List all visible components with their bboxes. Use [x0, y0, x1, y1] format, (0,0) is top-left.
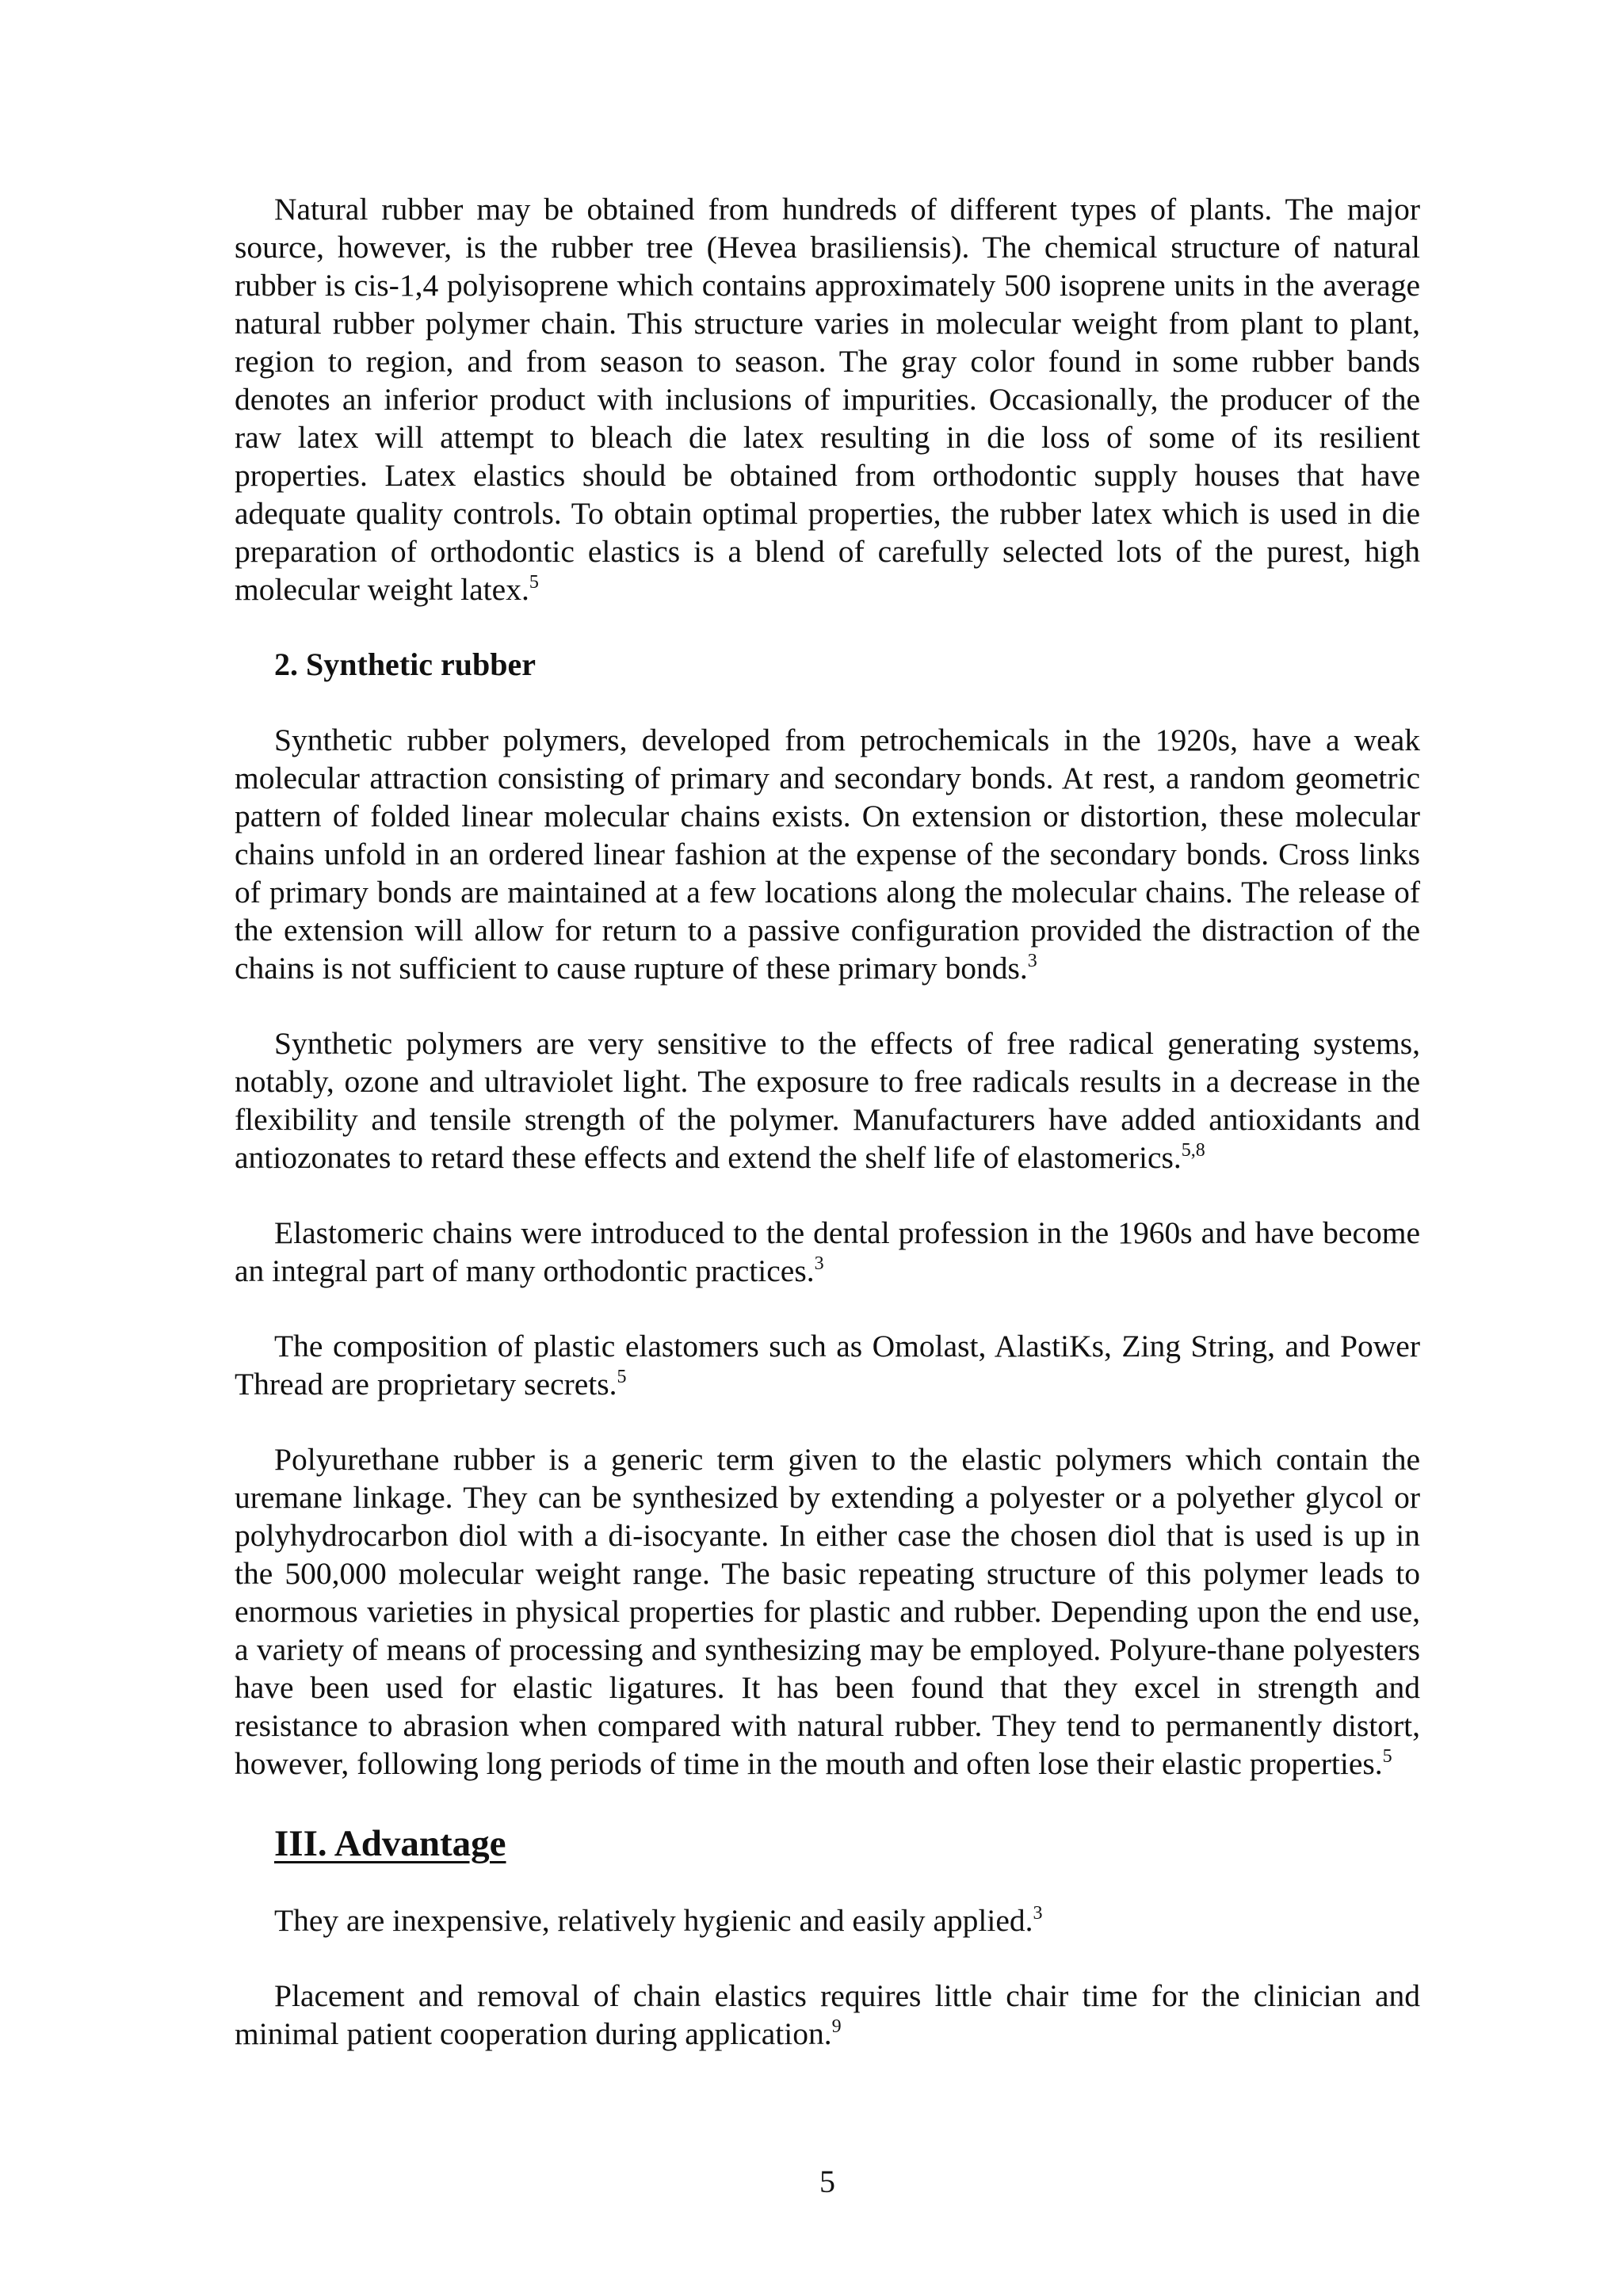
paragraph-text: Polyurethane rubber is a generic term given to the elastic polymers which contain the uremane linkage. They can be synthesized by extending a polyester or a polyether glycol or polyhydrocarbon diol with a di-isocyante. In either case the chosen diol that is used is up in the 500,000 molecular weight range. The basic repeating structure of this polymer leads to enormous varieties in physical properties for plastic and rubber. Depending upon the end use, a variety of means of processing and synthesizing may be employed. Polyure-thane polyesters have been used for elastic ligatures. It has been found that they excel in strength and resistance to abrasion when compared with natural rubber. They tend to permanently distort, however, following long periods of time in the mouth and often lose their elastic properties.	[235, 1442, 1420, 1781]
citation-ref: 3	[1033, 1903, 1043, 1924]
citation-ref: 5	[617, 1367, 627, 1387]
section-heading-advantage: III. Advantage	[274, 1823, 506, 1864]
paragraph-text: Elastomeric chains were introduced to the dental profession in the 1960s and have become an integral part of many orthodontic practices.	[235, 1215, 1420, 1288]
paragraph-polyurethane	[235, 1440, 1420, 1783]
paragraph-placement-removal	[235, 1977, 1420, 2053]
paragraph-text: Natural rubber may be obtained from hundreds of different types of plants. The major source, however, is the rubber tree (Hevea brasiliensis). The chemical structure of natural rubber is cis-1,4 polyisoprene which contains approximately 500 isoprene units in the average natural rubber polymer chain. This structure varies in molecular weight from plant to plant, region to region, and from season to season. The gray color found in some rubber bands denotes an inferior product with inclusions of impurities. Occasionally, the producer of the raw latex will attempt to bleach die latex resulting in die loss of some of its resilient properties. Latex elastics should be obtained from orthodontic supply houses that have adequate quality controls. To obtain optimal properties, the rubber latex which is used in die preparation of orthodontic elastics is a blend of carefully selected lots of the purest, high molecular weight latex.	[235, 192, 1420, 607]
paragraph-free-radicals	[235, 1024, 1420, 1177]
paragraph-plastic-elastomers	[235, 1327, 1420, 1403]
page-number: 5	[819, 2164, 835, 2199]
citation-ref: 5	[529, 572, 539, 593]
paragraph-natural-rubber	[235, 190, 1420, 608]
citation-ref: 3	[1027, 951, 1037, 971]
citation-ref: 5	[1382, 1746, 1392, 1767]
paragraph-text: They are inexpensive, relatively hygienic and easily applied.	[274, 1903, 1033, 1938]
citation-ref: 9	[831, 2016, 842, 2037]
paragraph-text: The composition of plastic elastomers such as Omolast, AlastiKs, Zing String, and Power Thread are proprietary secrets.	[235, 1329, 1420, 1402]
paragraph-text: Placement and removal of chain elastics requires little chair time for the clinician and minimal patient cooperation during application.	[235, 1978, 1420, 2051]
subsection-heading-synthetic-rubber: 2. Synthetic rubber	[274, 646, 536, 682]
paragraph-text: Synthetic rubber polymers, developed from petrochemicals in the 1920s, have a weak molecular attraction consisting of primary and secondary bonds. At rest, a random geometric pattern of folded linear molecular chains exists. On extension or distortion, these molecular chains unfold in an ordered linear fashion at the expense of the secondary bonds. Cross links of primary bonds are maintained at a few locations along the molecular chains. The release of the extension will allow for return to a passive configuration provided the distraction of the chains is not sufficient to cause rupture of these primary bonds.	[235, 723, 1420, 986]
document-page	[235, 190, 1420, 2090]
paragraph-text: Synthetic polymers are very sensitive to the effects of free radical generating systems, notably, ozone and ultraviolet light. The exposure to free radicals results in a decrease in the flexibility and tensile strength of the polymer. Manufacturers have added antioxidants and antiozonates to retard these effects and extend the shelf life of elastomerics.	[235, 1026, 1420, 1175]
citation-ref: 3	[814, 1253, 824, 1274]
paragraph-synthetic-polymers-bonds	[235, 721, 1420, 987]
citation-ref: 5,8	[1181, 1140, 1205, 1161]
paragraph-inexpensive	[235, 1901, 1420, 1939]
paragraph-elastomeric-chains	[235, 1214, 1420, 1290]
